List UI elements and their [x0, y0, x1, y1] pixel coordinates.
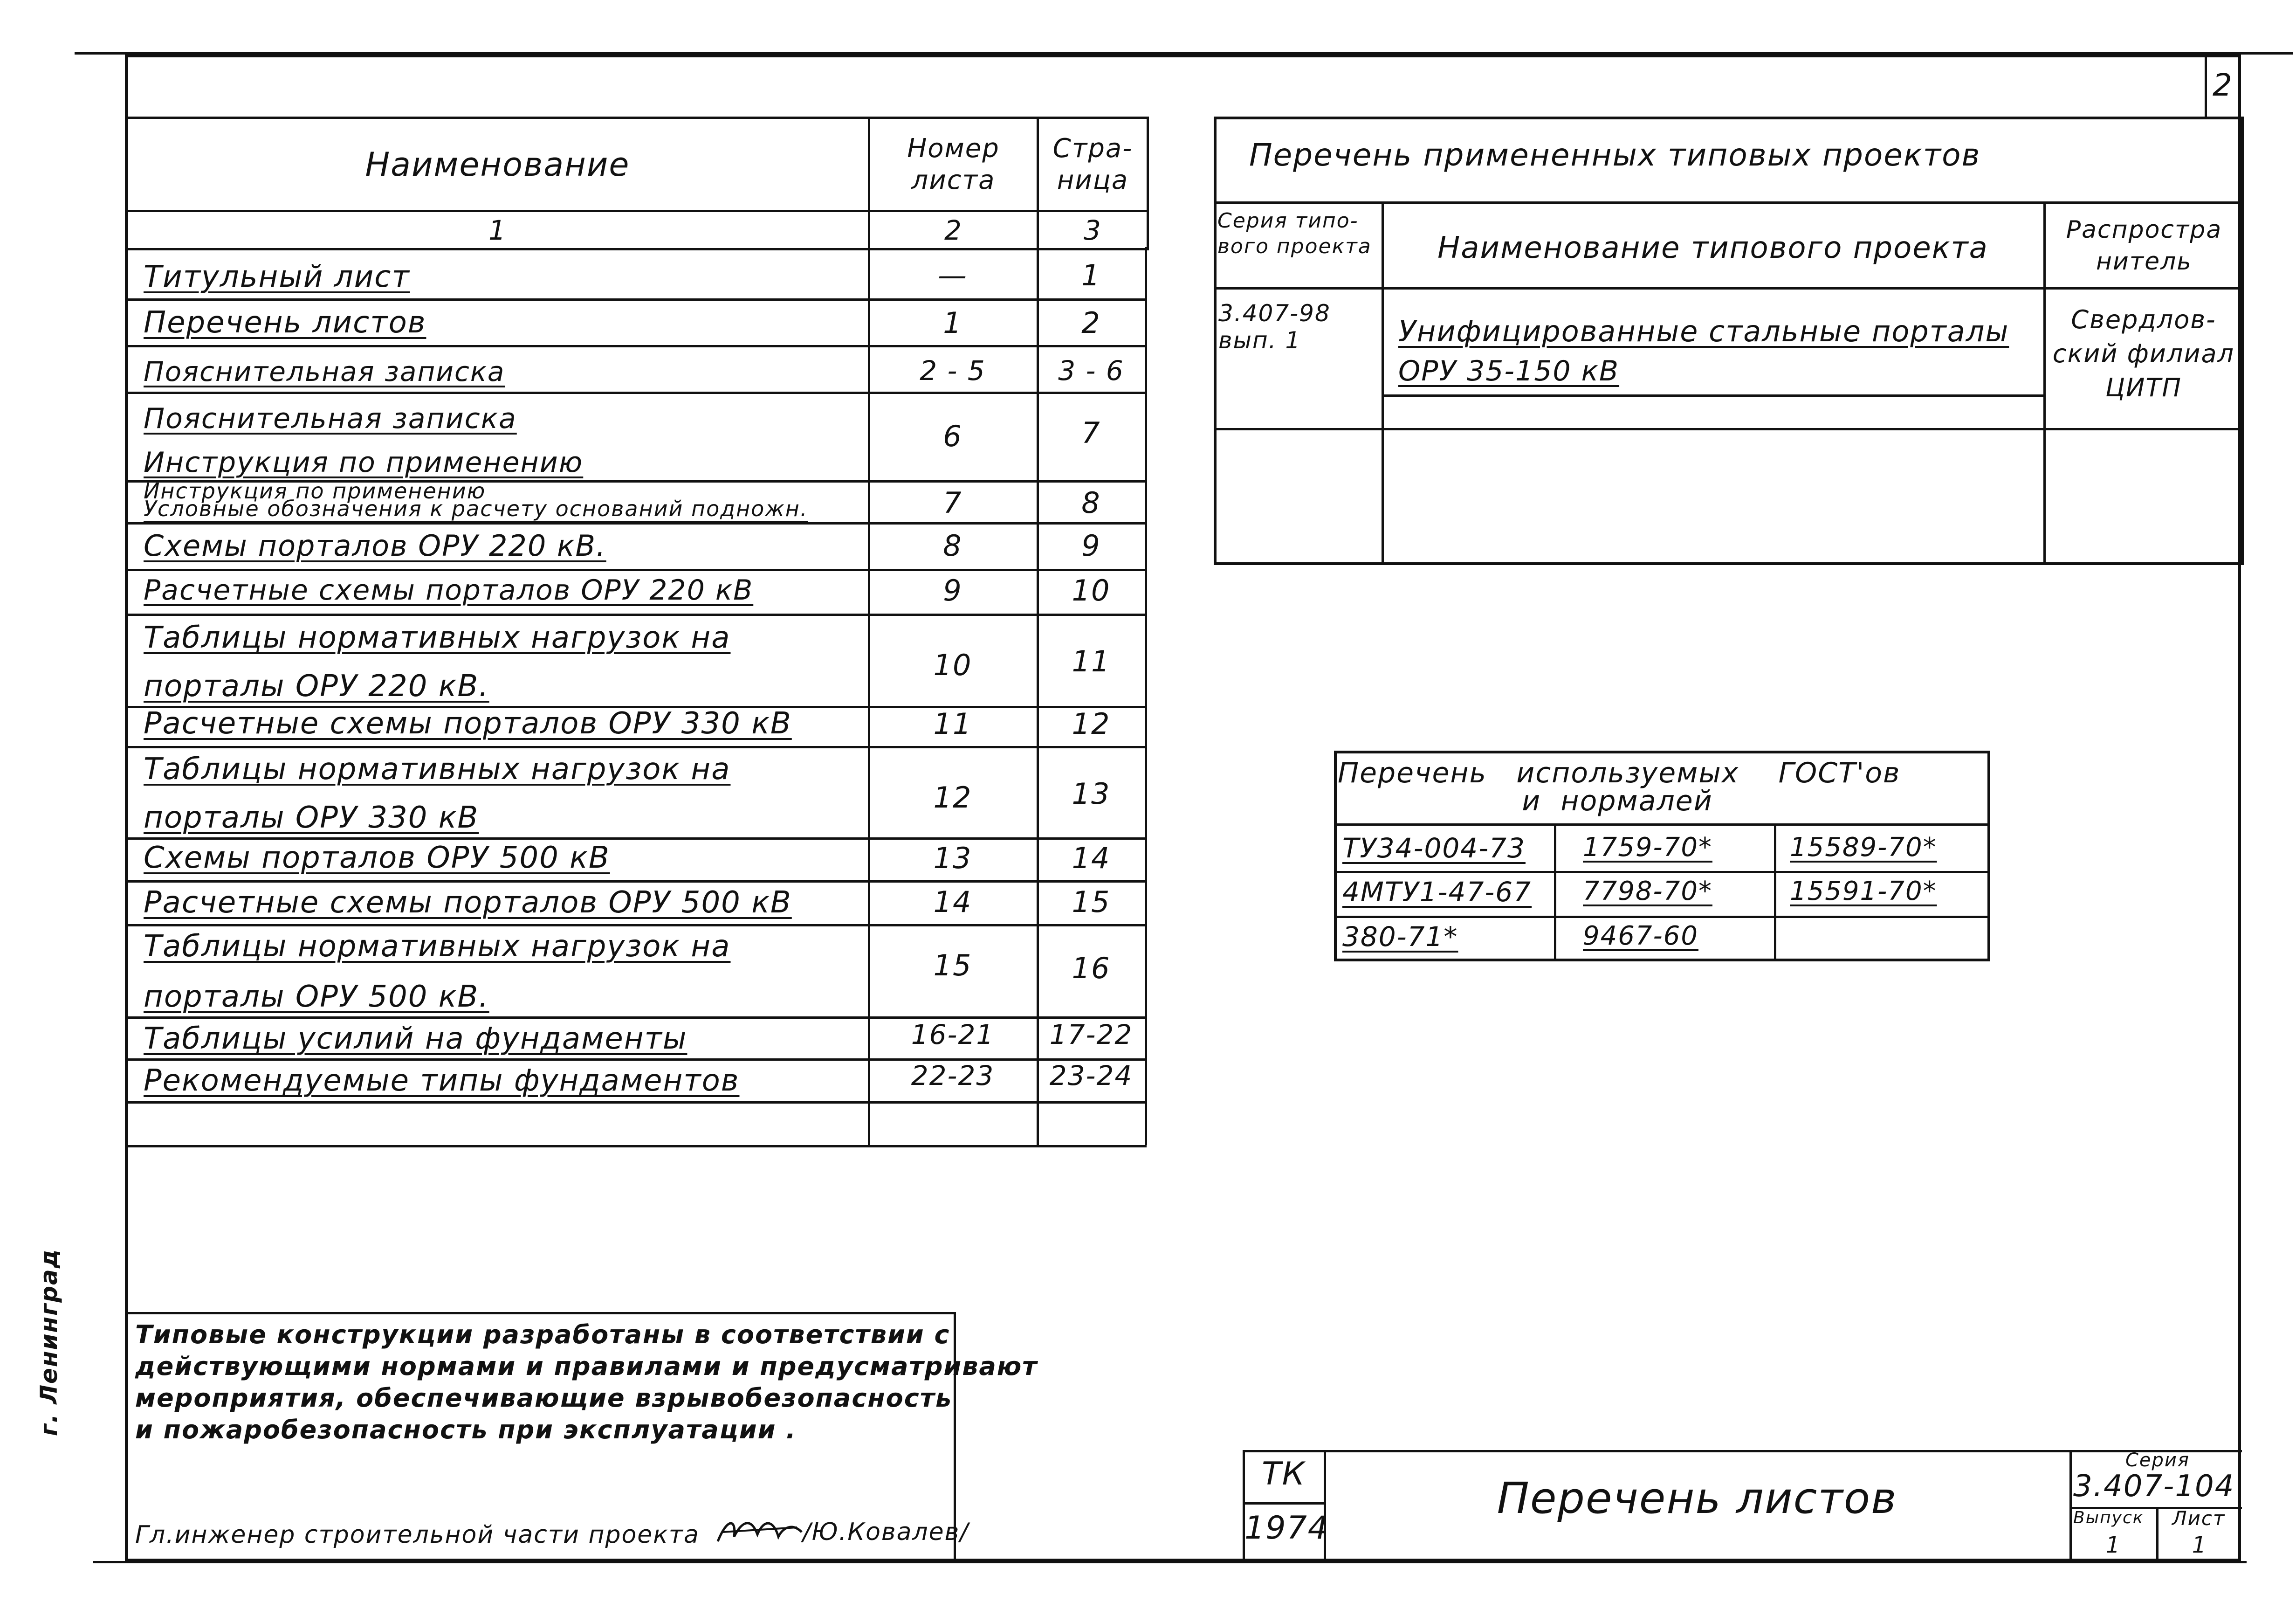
title-block-title: Перечень листов: [1497, 1473, 1897, 1523]
column-number: 3: [1084, 214, 1102, 246]
year: 1974: [1244, 1510, 1329, 1547]
issue-value: 1: [2105, 1532, 2121, 1558]
note-line: мероприятия, обеспечивающие взрывобезопасность: [135, 1383, 953, 1413]
bottom-rule: [93, 1561, 2247, 1563]
header-sheet-no: Номер листа: [869, 118, 1038, 211]
header-name: Наименование: [126, 118, 869, 211]
column-number: 1: [488, 214, 507, 246]
signature-name: /Ю.Ковалев/: [803, 1518, 969, 1546]
note-line: действующими нормами и правилами и предусматривают: [135, 1352, 1038, 1381]
series-value: 3.407-104: [2073, 1469, 2235, 1504]
drawing-sheet: 2 г. Ленинград Наименование Номер листа Стра- ница 1 2 3 Титульный лист — 1 Перечень листов 1 2 Пояснительная записка 2 - 5 3 - 6 Пояснительная записка Инструкция по применению 6 7 Инструкция по применению Условные обозначения к расчету оснований подножн. 7 8 Схемы порталов ОРУ 220 кВ. 8 9 Расчетные схемы порталов ОРУ 220 кВ 9 10 Таблицы нормативных нагрузок на порталы ОРУ 220 кВ. 10 11 Расчетные схемы порталов ОРУ 330 кВ 11 12 Таблицы нормативных нагрузок на порталы ОРУ 330 кВ 12 13 Схемы порталов ОРУ 500 кВ 13 14 Расчетные схемы порталов ОРУ 500 кВ 14 15 Таблицы нормативных нагрузок на порталы ОРУ 500 кВ. 15 16 Таблицы усилий на фундаменты 16-21 17-22 Рекомендуемые типы фундаментов 22-23 23-24 Перечень примененных типовых проектов Серия типо- вого проекта Наименование типового проекта Распростра нитель 3.407-98 вып. 1 Унифицированные стальные порталы ОРУ 35-150 кВ Свердлов- ский филиал ЦИТП Перечень используемых ГОСТ'ов и нормалей ТУ34-004-73 1759-70* 15589-70* 4МТУ1-47-67 7798-70* 15591-70* 380-71* 9467-60 Типовые конструкции разработаны в соответствии с действующими нормами и правилами и предусматривают мероприятия, обеспечивающие взрывобезопасность и пожаробезопасность при эксплуатации . Гл.инженер строительной части проекта /Ю.Ковалев/ ТК 1974 Перечень листов Серия 3.407-104 Выпуск Лист 1 1: [0, 0, 2296, 1602]
typical-projects-title: Перечень примененных типовых проектов: [1249, 137, 1981, 173]
margin-city-label: г. Ленинград: [35, 1248, 62, 1436]
note-line: Типовые конструкции разработаны в соответствии с: [135, 1320, 950, 1349]
note-line: и пожаробезопасность при эксплуатации .: [135, 1415, 797, 1444]
sheet-label: Лист: [2172, 1507, 2226, 1530]
signature-role: Гл.инженер строительной части проекта: [135, 1521, 700, 1549]
series-label: Серия: [2125, 1450, 2190, 1471]
sheet-value: 1: [2192, 1532, 2207, 1558]
issue-label: Выпуск: [2073, 1508, 2144, 1527]
header-series: Серия типо- вого проекта: [1217, 209, 1372, 258]
org-code: ТК: [1262, 1456, 1306, 1492]
sheet-number: 2: [2213, 67, 2233, 103]
signature-scribble: [713, 1509, 806, 1551]
standards-title: Перечень используемых ГОСТ'ов и нормалей: [1338, 757, 1901, 817]
header-distributor: Распростра нитель: [2066, 216, 2222, 276]
header-project-name: Наименование типового проекта: [1437, 231, 1988, 265]
header-page: Стра- ница: [1038, 118, 1148, 211]
column-number: 2: [944, 214, 962, 246]
